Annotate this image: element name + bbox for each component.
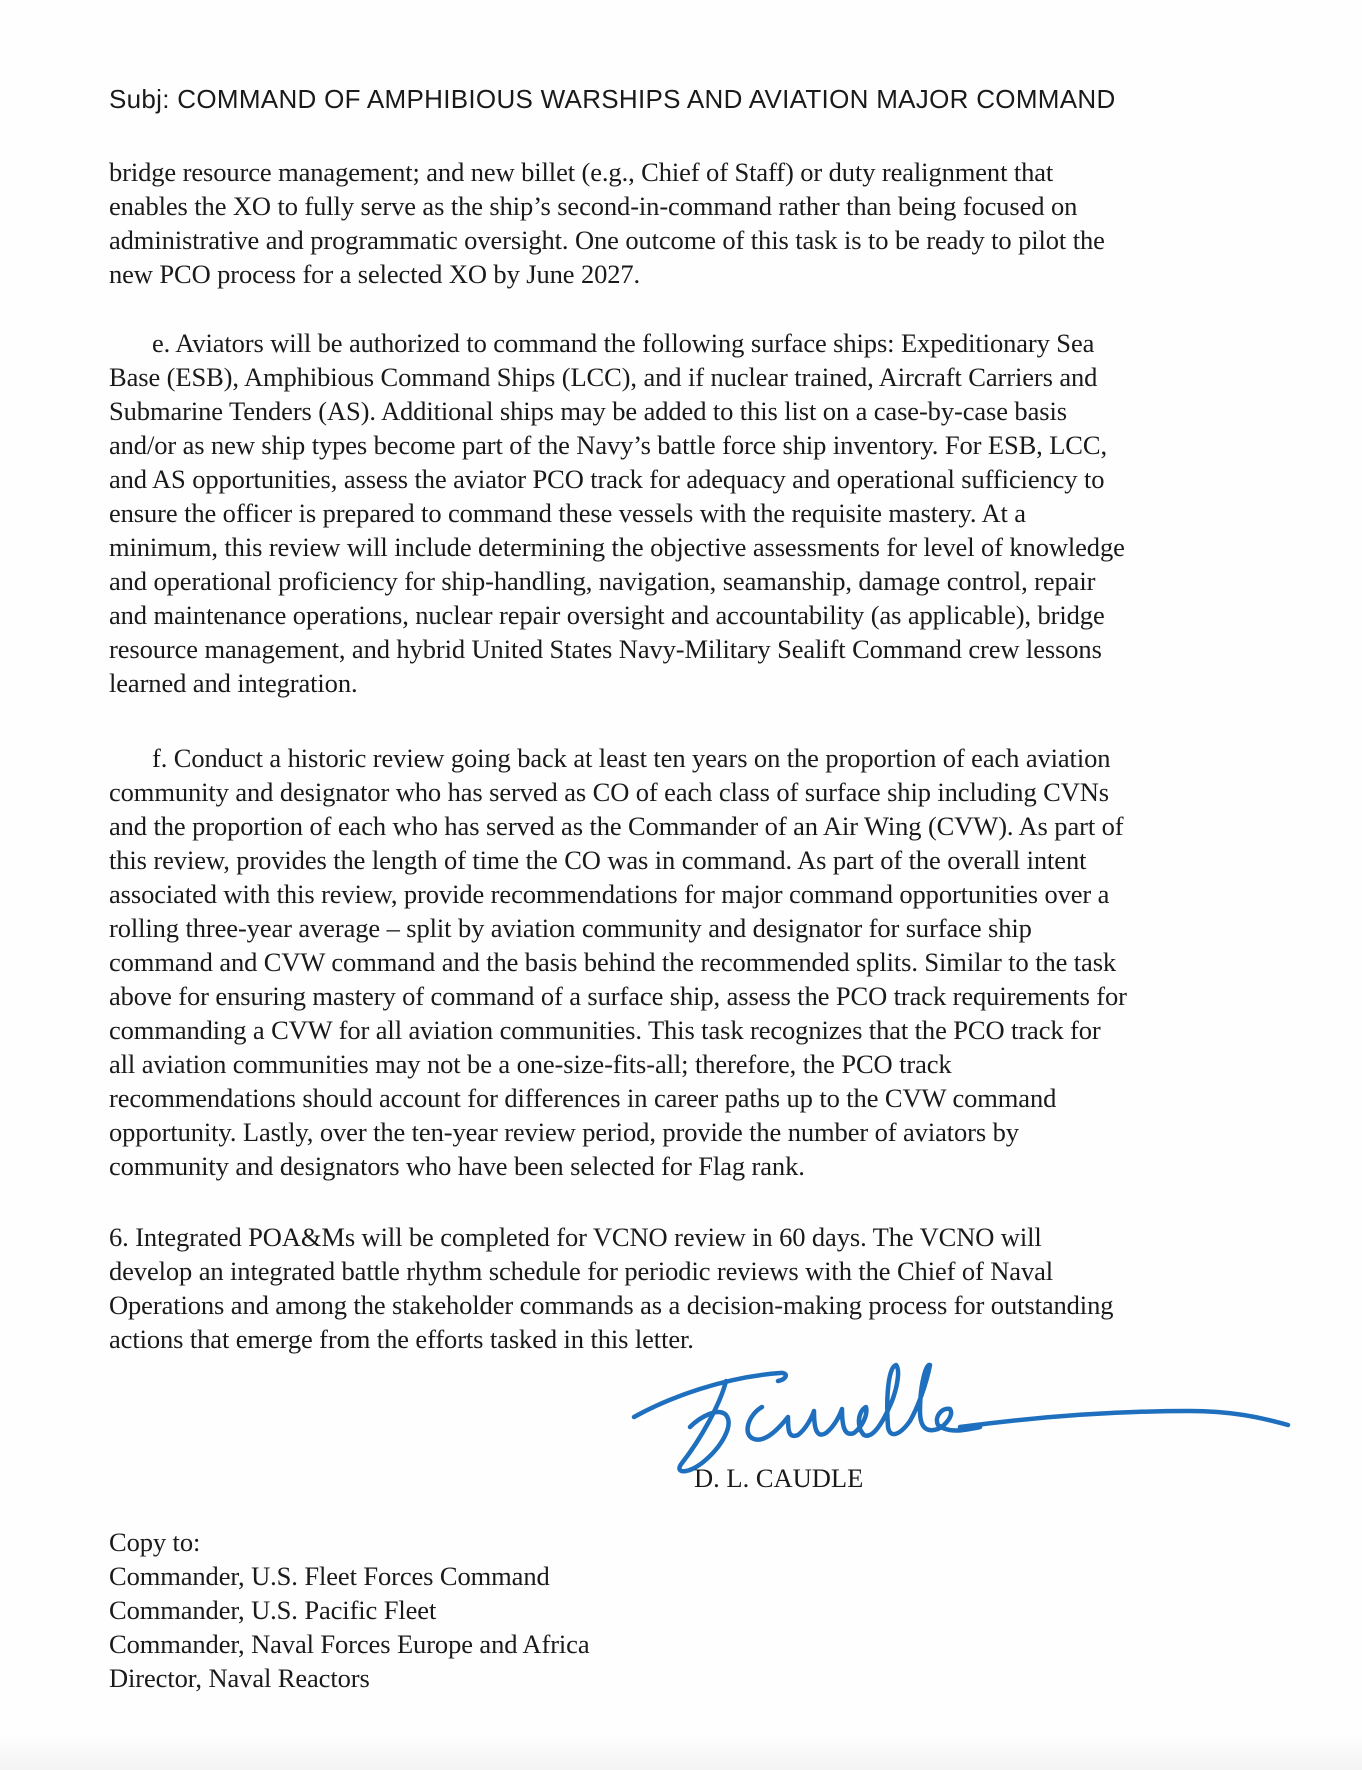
text-line: administrative and programmatic oversight. One outcome of this task is to be ready to pilot the bbox=[109, 225, 1105, 255]
text-line: resource management, and hybrid United States Navy-Military Sealift Command crew lessons bbox=[109, 634, 1102, 664]
text-line: Base (ESB), Amphibious Command Ships (LCC), and if nuclear trained, Aircraft Carriers and bbox=[109, 362, 1098, 392]
text-line: and operational proficiency for ship-handling, navigation, seamanship, damage control, repair bbox=[109, 566, 1096, 596]
text-line: and maintenance operations, nuclear repair oversight and accountability (as applicable), bridge bbox=[109, 600, 1105, 630]
page-bottom-edge bbox=[0, 1735, 1362, 1770]
subject-line: Subj: COMMAND OF AMPHIBIOUS WARSHIPS AND AVIATION MAJOR COMMAND bbox=[109, 84, 1116, 114]
text-line: bridge resource management; and new billet (e.g., Chief of Staff) or duty realignment that bbox=[109, 157, 1054, 187]
text-line: develop an integrated battle rhythm schedule for periodic reviews with the Chief of Naval bbox=[109, 1256, 1054, 1286]
text-line: 6. Integrated POA&Ms will be completed for VCNO review in 60 days. The VCNO will bbox=[109, 1222, 1042, 1252]
text-line: this review, provides the length of time the CO was in command. As part of the overall intent bbox=[109, 845, 1087, 875]
copy-to-recipient: Commander, U.S. Fleet Forces Command bbox=[109, 1561, 550, 1591]
text-line: Submarine Tenders (AS). Additional ships may be added to this list on a case-by-case basis bbox=[109, 396, 1067, 426]
signer-name: D. L. CAUDLE bbox=[694, 1463, 864, 1493]
text-line: f. Conduct a historic review going back at least ten years on the proportion of each aviation bbox=[152, 743, 1111, 773]
text-line: rolling three-year average – split by aviation community and designator for surface ship bbox=[109, 913, 1032, 943]
text-line: command and CVW command and the basis behind the recommended splits. Similar to the task bbox=[109, 947, 1117, 977]
text-line: recommendations should account for differences in career paths up to the CVW command bbox=[109, 1083, 1057, 1113]
text-line: opportunity. Lastly, over the ten-year review period, provide the number of aviators by bbox=[109, 1117, 1019, 1147]
text-line: actions that emerge from the efforts tasked in this letter. bbox=[109, 1324, 694, 1354]
text-line: associated with this review, provide recommendations for major command opportunities over a bbox=[109, 879, 1110, 909]
text-line: e. Aviators will be authorized to command the following surface ships: Expeditionary Sea bbox=[152, 328, 1095, 358]
text-line: Operations and among the stakeholder commands as a decision-making process for outstanding bbox=[109, 1290, 1114, 1320]
text-line: all aviation communities may not be a one-size-fits-all; therefore, the PCO track bbox=[109, 1049, 952, 1079]
text-line: ensure the officer is prepared to command these vessels with the requisite mastery. At a bbox=[109, 498, 1026, 528]
text-line: and AS opportunities, assess the aviator PCO track for adequacy and operational sufficiency to bbox=[109, 464, 1105, 494]
text-line: learned and integration. bbox=[109, 668, 358, 698]
text-line: community and designators who have been selected for Flag rank. bbox=[109, 1151, 805, 1181]
text-line: above for ensuring mastery of command of a surface ship, assess the PCO track requirements for bbox=[109, 981, 1127, 1011]
copy-to-heading: Copy to: bbox=[109, 1527, 201, 1557]
text-line: minimum, this review will include determining the objective assessments for level of knowledge bbox=[109, 532, 1125, 562]
copy-to-recipient: Commander, U.S. Pacific Fleet bbox=[109, 1595, 437, 1625]
text-line: community and designator who has served as CO of each class of surface ship including CVNs bbox=[109, 777, 1109, 807]
copy-to-recipient: Commander, Naval Forces Europe and Africa bbox=[109, 1629, 590, 1659]
text-line: enables the XO to fully serve as the ship’s second-in-command rather than being focused on bbox=[109, 191, 1078, 221]
text-line: new PCO process for a selected XO by June 2027. bbox=[109, 259, 641, 289]
text-line: and the proportion of each who has served as the Commander of an Air Wing (CVW). As part of bbox=[109, 811, 1124, 841]
text-line: commanding a CVW for all aviation communities. This task recognizes that the PCO track for bbox=[109, 1015, 1101, 1045]
copy-to-recipient: Director, Naval Reactors bbox=[109, 1663, 370, 1693]
text-line: and/or as new ship types become part of the Navy’s battle force ship inventory. For ESB, LCC, bbox=[109, 430, 1107, 460]
